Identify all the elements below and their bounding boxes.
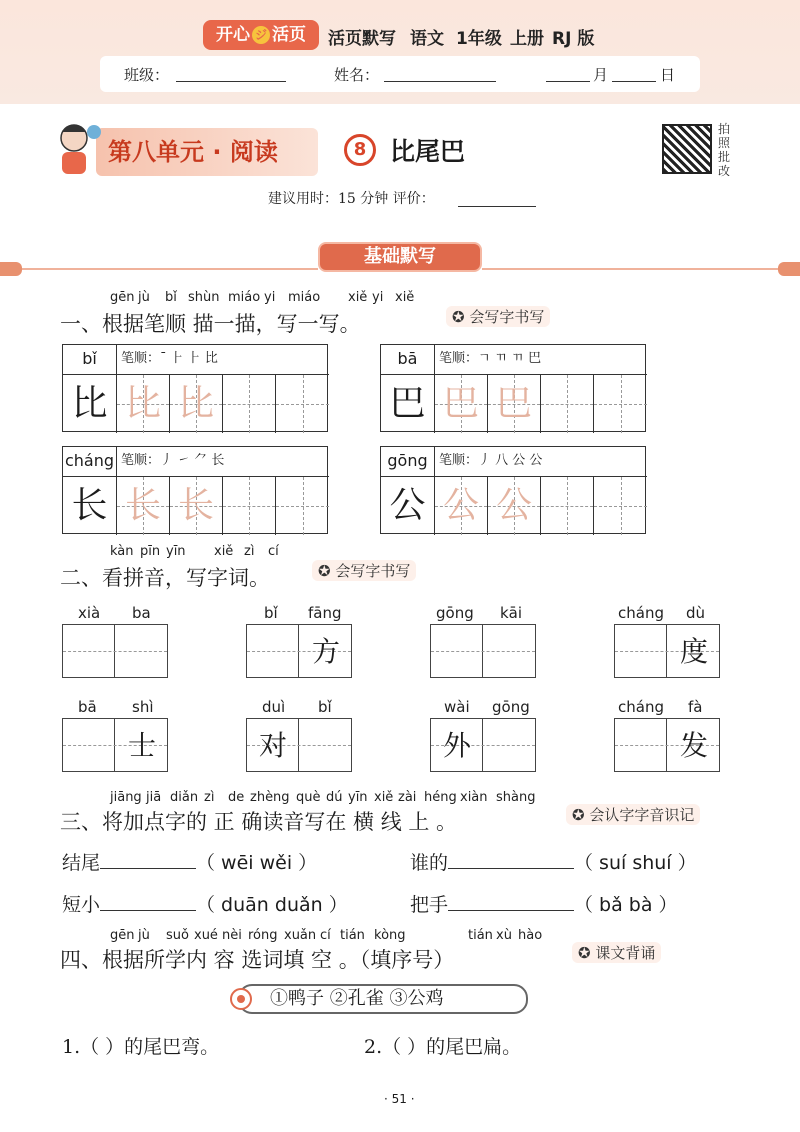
flower-icon: [228, 986, 254, 1012]
word-pinyin: bǐ: [318, 698, 332, 716]
fill-sentence-1[interactable]: 1.（ ）的尾巴弯。: [62, 1036, 220, 1058]
term: 上册: [510, 29, 544, 49]
q3-pinyin-8: yīn: [348, 790, 368, 805]
word-pinyin: fà: [688, 698, 703, 716]
word-box[interactable]: 外: [430, 718, 536, 772]
stroke-box-pinyin: bǐ: [63, 345, 117, 375]
fill-sentence-2[interactable]: 2.（ ）的尾巴扁。: [364, 1036, 522, 1058]
q4-tag: ✪ 课文背诵: [572, 942, 661, 963]
q1-pinyin-4: miáo: [228, 290, 261, 305]
q3-pinyin-11: héng: [424, 790, 457, 805]
day-label: 日: [660, 66, 676, 84]
q4-pinyin-2: suǒ: [166, 928, 189, 943]
word-pinyin: shì: [132, 698, 154, 716]
q3-pinyin-9: xiě: [374, 790, 394, 805]
q1-pinyin-3: shùn: [188, 290, 220, 305]
q4-pinyin-11: xù: [496, 928, 512, 943]
divider-left: [22, 268, 318, 270]
q1-prompt: 一、根据笔顺 描一描，写一写。: [60, 312, 361, 336]
q3-pinyin-5: zhèng: [250, 790, 290, 805]
word-box[interactable]: 度: [614, 624, 720, 678]
name-label: 姓名：: [334, 66, 380, 84]
q1-pinyin-9: xiě: [395, 290, 415, 305]
q4-pinyin-10: tián: [468, 928, 493, 943]
q3-pinyin-12: xiàn: [460, 790, 488, 805]
rating-field[interactable]: [458, 206, 536, 207]
stroke-box-pinyin: cháng: [63, 447, 117, 477]
q1-pinyin-6: miáo: [288, 290, 321, 305]
q4-pinyin-12: hào: [518, 928, 543, 943]
word-pinyin: bǐ: [264, 604, 278, 622]
answer-line[interactable]: [100, 891, 196, 911]
q4-pinyin-3: xué: [194, 928, 218, 943]
class-label: 班级：: [124, 66, 170, 84]
q1-pinyin-0: gēn: [110, 290, 135, 305]
unit-banner: 第八单元 · 阅读: [96, 128, 318, 176]
q2-pinyin-3: xiě: [214, 544, 234, 559]
word-box[interactable]: 方: [246, 624, 352, 678]
page-number: · 51 ·: [384, 1092, 415, 1106]
right-tab: [778, 262, 800, 276]
word-pinyin: fāng: [308, 604, 342, 622]
word-options: ①鸭子 ②孔雀 ③公鸡: [238, 984, 528, 1014]
word-pinyin: dù: [686, 604, 706, 622]
word-pinyin: gōng: [492, 698, 530, 716]
qr-caption: 拍照批改: [718, 122, 731, 178]
q3-item-4: 把手 （ bǎ bà ）: [410, 890, 678, 917]
q1-tag: ✪ 会写字书写: [446, 306, 550, 327]
word-box[interactable]: 士: [62, 718, 168, 772]
word-pinyin: bā: [78, 698, 97, 716]
brand-logo: 开心 ジ 活页: [203, 20, 319, 50]
q1-pinyin-7: xiě: [348, 290, 368, 305]
suggested-time: 建议用时：15 分钟 评价：: [268, 191, 435, 207]
q3-prompt: 三、将加点字的 正 确读音写在 横 线 上 。: [60, 810, 458, 834]
stroke-box-ba: [380, 344, 646, 432]
q3-item-1: 结尾 （ wēi wěi ）: [62, 848, 317, 875]
word-pinyin: cháng: [618, 698, 664, 716]
practice-grid[interactable]: 长 长 长: [63, 477, 329, 535]
smile-icon: ジ: [252, 26, 270, 44]
q4-pinyin-8: tián: [340, 928, 365, 943]
q4-pinyin-9: kòng: [374, 928, 406, 943]
word-box[interactable]: [62, 624, 168, 678]
answer-line[interactable]: [100, 849, 196, 869]
lesson-title: 比尾巴: [390, 137, 466, 166]
word-pinyin: ba: [132, 604, 151, 622]
q3-pinyin-6: què: [296, 790, 321, 805]
edition: RJ 版: [552, 29, 595, 49]
subject: 语文: [410, 29, 444, 49]
q3-pinyin-7: dú: [326, 790, 343, 805]
q1-pinyin-5: yi: [264, 290, 276, 305]
word-pinyin: wài: [444, 698, 470, 716]
stroke-order-row: 笔顺：ㄱ ㄲ ㄲ 巴: [435, 345, 647, 375]
q1-pinyin-1: jù: [138, 290, 150, 305]
lesson-number: 8: [344, 134, 376, 166]
q3-pinyin-13: shàng: [496, 790, 536, 805]
stroke-box-bi: [62, 344, 328, 432]
q3-pinyin-4: de: [228, 790, 245, 805]
stroke-order-row: 笔顺：ˉ ⺊ ⺊ 比: [117, 345, 329, 375]
word-box[interactable]: 发: [614, 718, 720, 772]
q1-pinyin-2: bǐ: [165, 290, 177, 305]
q3-pinyin-2: diǎn: [170, 790, 199, 805]
name-field[interactable]: [384, 81, 496, 82]
q4-pinyin-7: cí: [320, 928, 331, 943]
q2-prompt: 二、看拼音，写字词。: [60, 566, 270, 590]
q3-pinyin-0: jiāng: [110, 790, 142, 805]
q1-pinyin-8: yi: [372, 290, 384, 305]
qr-code-icon[interactable]: [662, 124, 712, 174]
q2-pinyin-5: cí: [268, 544, 279, 559]
section-title: 基础默写: [318, 242, 482, 272]
series-name: 活页默写: [328, 29, 396, 49]
q2-pinyin-1: pīn: [140, 544, 161, 559]
practice-grid[interactable]: 比 比 比: [63, 375, 329, 433]
left-tab: [0, 262, 22, 276]
q2-pinyin-4: zì: [244, 544, 255, 559]
q4-pinyin-0: gēn: [110, 928, 135, 943]
day-field[interactable]: [612, 81, 656, 82]
stroke-box-chang: [62, 446, 328, 534]
stroke-order-row: 笔顺：丿 八 公 公: [435, 447, 647, 477]
word-pinyin: kāi: [500, 604, 523, 622]
stroke-order-row: 笔顺：丿 ㇀ ⺈ 长: [117, 447, 329, 477]
stroke-box-pinyin: gōng: [381, 447, 435, 477]
info-bar: [100, 56, 700, 92]
practice-grid[interactable]: 公 公 公: [381, 477, 647, 535]
word-box[interactable]: 对: [246, 718, 352, 772]
class-field[interactable]: [176, 81, 286, 82]
grade: 1年级: [456, 29, 502, 49]
q4-pinyin-4: nèi: [222, 928, 242, 943]
word-pinyin: cháng: [618, 604, 664, 622]
q2-pinyin-2: yīn: [166, 544, 186, 559]
q3-tag: ✪ 会认字字音识记: [566, 804, 700, 825]
word-pinyin: gōng: [436, 604, 474, 622]
answer-line[interactable]: [448, 849, 574, 869]
mascot-icon: [48, 118, 104, 180]
word-box[interactable]: [430, 624, 536, 678]
answer-line[interactable]: [448, 891, 574, 911]
word-pinyin: xià: [78, 604, 101, 622]
stroke-box-pinyin: bā: [381, 345, 435, 375]
word-pinyin: duì: [262, 698, 286, 716]
q4-pinyin-1: jù: [138, 928, 150, 943]
month-field[interactable]: [546, 81, 590, 82]
month-label: 月: [593, 66, 609, 84]
q2-tag: ✪ 会写字书写: [312, 560, 416, 581]
q4-pinyin-6: xuǎn: [284, 928, 317, 943]
divider-right: [482, 268, 778, 270]
q4-pinyin-5: róng: [248, 928, 278, 943]
q3-item-3: 短小 （ duān duǎn ）: [62, 890, 348, 917]
q2-pinyin-0: kàn: [110, 544, 134, 559]
q3-pinyin-3: zì: [204, 790, 215, 805]
q4-prompt: 四、根据所学内 容 选词填 空 。（填序号）: [60, 948, 455, 972]
stroke-box-gong: [380, 446, 646, 534]
q3-item-2: 谁的 （ suí shuí ）: [410, 848, 697, 875]
q3-pinyin-10: zài: [398, 790, 417, 805]
practice-grid[interactable]: 巴 巴 巴: [381, 375, 647, 433]
q3-pinyin-1: jiā: [146, 790, 162, 805]
